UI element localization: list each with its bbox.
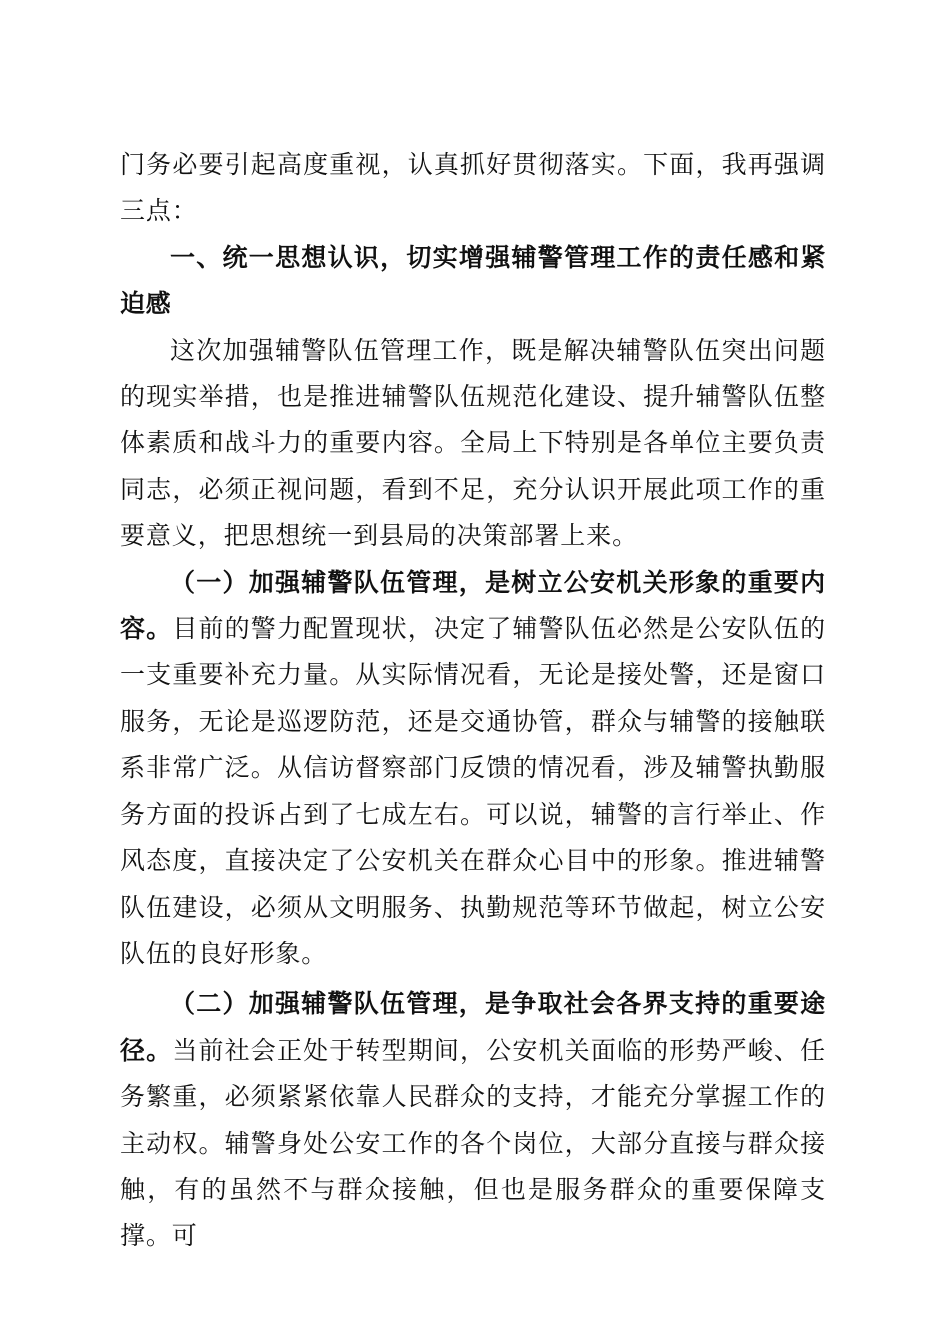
continuation-paragraph: 门务必要引起高度重视，认真抓好贯彻落实。下面，我再强调三点： (120, 150, 826, 226)
subsection-1-body: 目前的警力配置现状，决定了辅警队伍必然是公安队伍的一支重要补充力量。从实际情况看，无论是接处警，还是窗口服务，无论是巡逻防范，还是交通协管，群众与辅警的接触联系非常广泛。从信访督察部门反馈的情况看，涉及辅警执勤服务方面的投诉占到了七成左右。可以说，辅警的言行举止、作风态度，直接决定了公安机关在群众心目中的形象。推进辅警队伍建设，必须从文明服务、执勤规范等环节做起，树立公安队伍的良好形象。 (120, 614, 826, 968)
document-body (120, 142, 826, 1260)
subsection-2-paragraph (120, 981, 826, 1259)
section-heading-1: 一、统一思想认识，切实增强辅警管理工作的责任感和紧迫感 (120, 242, 826, 319)
subsection-1-title: （一）加强辅警队伍管理，是树立公安机关形象的重要内容。 (120, 567, 826, 644)
subsection-1-paragraph (120, 560, 826, 978)
subsection-2-title: （二）加强辅警队伍管理，是争取社会各界支持的重要途径。 (120, 989, 826, 1065)
paragraph-1: 这次加强辅警队伍管理工作，既是解决辅警队伍突出问题的现实举措，也是推进辅警队伍规范化建设、提升辅警队伍整体素质和战斗力的重要内容。全局上下特别是各单位主要负责同志，必须正视问题，看到不足，充分认识开展此项工作的重要意义，把思想统一到县局的决策部署上来。 (120, 335, 826, 551)
subsection-2-body: 当前社会正处于转型期间，公安机关面临的形势严峻、任务繁重，必须紧紧依靠人民群众的支持，才能充分掌握工作的主动权。辅警身处公安工作的各个岗位，大部分直接与群众接触，有的虽然不与群众接触，但也是服务群众的重要保障支撑。可 (120, 1035, 826, 1251)
